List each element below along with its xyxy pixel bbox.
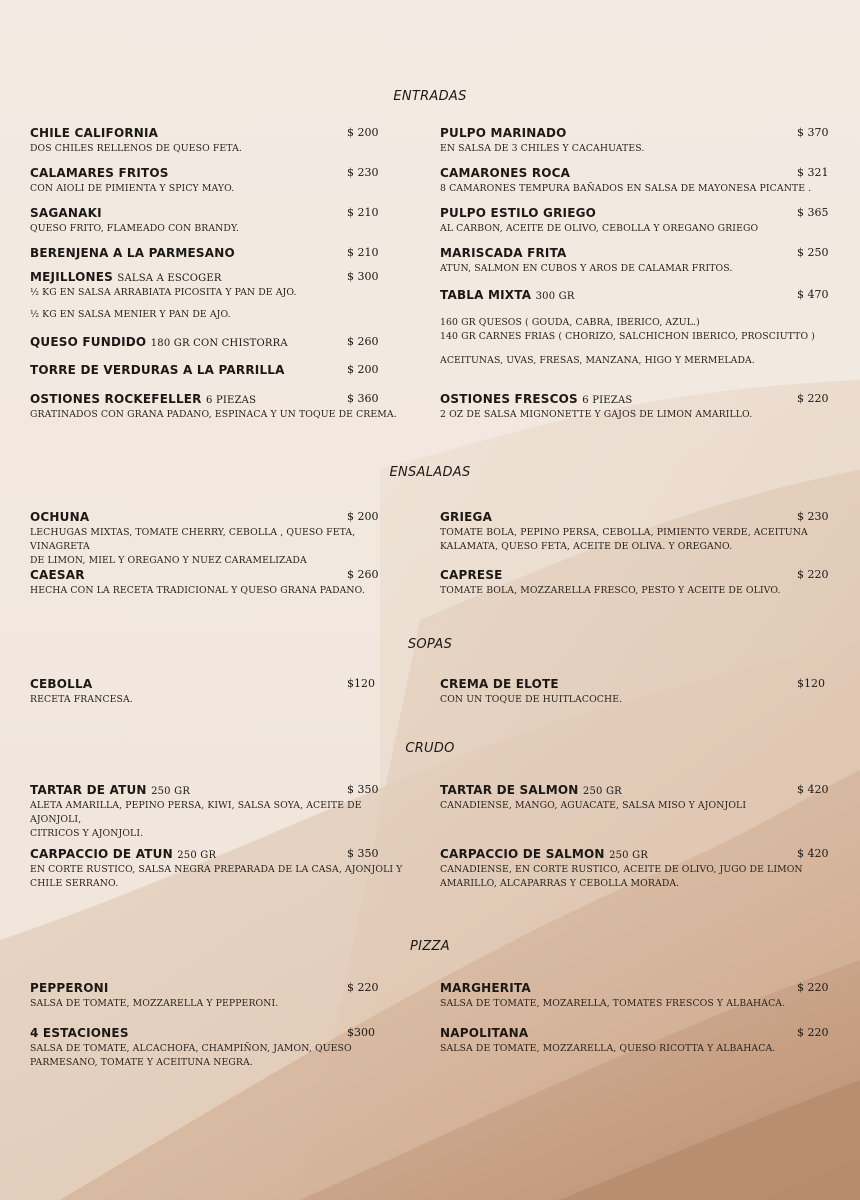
item-subtitle: 250 GR xyxy=(151,786,191,797)
item-name: TARTAR DE ATUN 250 GR xyxy=(30,783,191,797)
item-name: PULPO MARINADO xyxy=(440,126,567,140)
section-title-sopas: SOPAS xyxy=(407,637,453,652)
menu-item xyxy=(30,783,405,841)
item-description: ALETA AMARILLA, PEPINO PERSA, KIWI, SALSA SOYA, ACEITE DE AJONJOLI, xyxy=(30,800,362,825)
item-name: TABLA MIXTA 300 GR xyxy=(440,288,575,302)
item-description: GRATINADOS CON GRANA PADANO, ESPINACA Y UN TOQUE DE CREMA. xyxy=(30,409,397,420)
item-name: NAPOLITANA xyxy=(440,1026,529,1040)
item-price: $ 470 xyxy=(797,288,829,301)
item-name: MARGHERITA xyxy=(440,981,531,995)
item-description: AMARILLO, ALCAPARRAS Y CEBOLLA MORADA. xyxy=(440,878,680,889)
item-subtitle: 180 GR CON CHISTORRA xyxy=(150,338,288,349)
item-name: OSTIONES FRESCOS 6 PIEZAS xyxy=(440,392,633,406)
item-subtitle: 6 PIEZAS xyxy=(582,395,633,406)
item-description: CANADIENSE, MANGO, AGUACATE, SALSA MISO Y AJONJOLI xyxy=(440,800,747,811)
item-description: CANADIENSE, EN CORTE RUSTICO, ACEITE DE OLIVO, JUGO DE LIMON xyxy=(440,864,803,875)
menu-item xyxy=(30,270,405,322)
menu-item xyxy=(30,363,405,377)
item-name: CAMARONES ROCA xyxy=(440,166,571,180)
item-price: $ 230 xyxy=(347,166,379,179)
item-description: EN SALSA DE 3 CHILES Y CACAHUATES. xyxy=(440,143,645,154)
item-price: $ 420 xyxy=(797,847,829,860)
item-price: $ 370 xyxy=(797,126,829,139)
item-description: CITRICOS Y AJONJOLI. xyxy=(30,828,144,839)
menu-item xyxy=(440,246,829,276)
item-price: $ 220 xyxy=(797,981,829,994)
item-price: $ 210 xyxy=(347,206,379,219)
section-title-ensaladas: ENSALADAS xyxy=(389,465,471,480)
item-description: DE LIMON, MIEL Y OREGANO Y NUEZ CARAMELIZADA xyxy=(30,555,307,566)
item-description: KALAMATA, QUESO FETA, ACEITE DE OLIVA. Y OREGANO. xyxy=(440,541,733,552)
item-description: 8 CAMARONES TEMPURA BAÑADOS EN SALSA DE MAYONESA PICANTE . xyxy=(440,183,812,194)
item-name: CAPRESE xyxy=(440,568,503,582)
item-name: GRIEGA xyxy=(440,510,493,524)
section-title-crudo: CRUDO xyxy=(405,741,455,756)
item-name: QUESO FUNDIDO 180 GR CON CHISTORRA xyxy=(30,335,288,349)
item-description: SALSA DE TOMATE, MOZZARELLA, QUESO RICOTTA Y ALBAHACA. xyxy=(440,1043,776,1054)
menu-item xyxy=(440,206,829,236)
item-description: AL CARBON, ACEITE DE OLIVO, CEBOLLA Y OREGANO GRIEGO xyxy=(440,223,759,234)
menu-item xyxy=(30,677,405,707)
item-description: ½ KG EN SALSA MENIER Y PAN DE AJO. xyxy=(30,309,231,320)
menu-item xyxy=(440,392,829,422)
item-price: $ 200 xyxy=(347,363,379,376)
item-description: EN CORTE RUSTICO, SALSA NEGRA PREPARADA DE LA CASA, AJONJOLI Y xyxy=(30,864,403,875)
menu-item xyxy=(440,1026,829,1056)
item-description: ½ KG EN SALSA ARRABIATA PICOSITA Y PAN DE AJO. xyxy=(30,287,297,298)
item-price: $ 220 xyxy=(797,568,829,581)
item-description: SALSA DE TOMATE, MOZZARELLA Y PEPPERONI. xyxy=(30,998,279,1009)
item-subtitle: 250 GR xyxy=(177,850,217,861)
item-price: $300 xyxy=(347,1026,375,1039)
item-description: TOMATE BOLA, MOZZARELLA FRESCO, PESTO Y ACEITE DE OLIVO. xyxy=(440,585,781,596)
item-price: $ 250 xyxy=(797,246,829,259)
item-description: 2 OZ DE SALSA MIGNONETTE Y GAJOS DE LIMON AMARILLO. xyxy=(440,409,753,420)
item-name: CHILE CALIFORNIA xyxy=(30,126,159,140)
item-description: CON AIOLI DE PIMIENTA Y SPICY MAYO. xyxy=(30,183,235,194)
menu-item xyxy=(30,246,405,260)
item-name: 4 ESTACIONES xyxy=(30,1026,129,1040)
item-price: $ 210 xyxy=(347,246,379,259)
item-name: TARTAR DE SALMON 250 GR xyxy=(440,783,622,797)
item-description: 140 GR CARNES FRIAS ( CHORIZO, SALCHICHON IBERICO, PROSCIUTTO ) xyxy=(440,331,815,342)
item-subtitle: 6 PIEZAS xyxy=(206,395,257,406)
item-name: MARISCADA FRITA xyxy=(440,246,567,260)
item-name: PULPO ESTILO GRIEGO xyxy=(440,206,597,220)
item-name: CARPACCIO DE ATUN 250 GR xyxy=(30,847,217,861)
menu-item xyxy=(440,288,829,368)
item-name: CAESAR xyxy=(30,568,85,582)
item-price: $120 xyxy=(347,677,375,690)
item-price: $ 220 xyxy=(347,981,379,994)
item-name: PEPPERONI xyxy=(30,981,109,995)
menu-item xyxy=(440,981,829,1011)
menu-item xyxy=(30,1026,405,1070)
item-description: RECETA FRANCESA. xyxy=(30,694,133,705)
item-name: SAGANAKI xyxy=(30,206,102,220)
item-price: $ 350 xyxy=(347,847,379,860)
item-subtitle: 250 GR xyxy=(582,786,622,797)
menu-item xyxy=(30,392,405,422)
item-subtitle: SALSA A ESCOGER xyxy=(117,273,222,284)
section-title-entradas: ENTRADAS xyxy=(393,89,467,104)
item-name: TORRE DE VERDURAS A LA PARRILLA xyxy=(30,363,285,377)
item-description: ACEITUNAS, UVAS, FRESAS, MANZANA, HIGO Y MERMELADA. xyxy=(440,355,755,366)
menu-item xyxy=(30,206,405,236)
item-name: CEBOLLA xyxy=(30,677,93,691)
item-description: PARMESANO, TOMATE Y ACEITUNA NEGRA. xyxy=(30,1057,253,1068)
item-price: $ 260 xyxy=(347,335,379,348)
item-description: DOS CHILES RELLENOS DE QUESO FETA. xyxy=(30,143,242,154)
item-description: LECHUGAS MIXTAS, TOMATE CHERRY, CEBOLLA , QUESO FETA, VINAGRETA xyxy=(30,527,356,552)
item-name: CARPACCIO DE SALMON 250 GR xyxy=(440,847,649,861)
item-description: SALSA DE TOMATE, ALCACHOFA, CHAMPIÑON, JAMON, QUESO xyxy=(30,1043,352,1054)
item-price: $ 230 xyxy=(797,510,829,523)
item-price: $ 220 xyxy=(797,392,829,405)
menu-item xyxy=(440,783,829,813)
item-price: $ 220 xyxy=(797,1026,829,1039)
item-price: $ 420 xyxy=(797,783,829,796)
item-price: $ 260 xyxy=(347,568,379,581)
item-description: QUESO FRITO, FLAMEADO CON BRANDY. xyxy=(30,223,240,234)
item-price: $ 200 xyxy=(347,510,379,523)
item-description: SALSA DE TOMATE, MOZARELLA, TOMATES FRESCOS Y ALBAHACA. xyxy=(440,998,786,1009)
menu-item xyxy=(30,126,405,156)
item-subtitle: 250 GR xyxy=(609,850,649,861)
item-description: HECHA CON LA RECETA TRADICIONAL Y QUESO GRANA PADANO. xyxy=(30,585,365,596)
item-description: CHILE SERRANO. xyxy=(30,878,119,889)
menu-item xyxy=(30,568,405,598)
item-price: $ 360 xyxy=(347,392,379,405)
item-price: $120 xyxy=(797,677,825,690)
menu-item xyxy=(440,677,825,707)
item-description: 160 GR QUESOS ( GOUDA, CABRA, IBERICO, AZUL.) xyxy=(440,317,700,328)
item-name: MEJILLONES SALSA A ESCOGER xyxy=(30,270,222,284)
item-price: $ 300 xyxy=(347,270,379,283)
menu-item xyxy=(440,568,829,598)
item-name: CREMA DE ELOTE xyxy=(440,677,559,691)
section-title-pizza: PIZZA xyxy=(410,939,450,954)
item-description: TOMATE BOLA, PEPINO PERSA, CEBOLLA, PIMIENTO VERDE, ACEITUNA xyxy=(440,527,808,538)
item-description: CON UN TOQUE DE HUITLACOCHE. xyxy=(440,694,623,705)
item-price: $ 321 xyxy=(797,166,829,179)
item-description: ATUN, SALMON EN CUBOS Y AROS DE CALAMAR FRITOS. xyxy=(440,263,733,274)
item-price: $ 365 xyxy=(797,206,829,219)
menu-item xyxy=(30,510,405,568)
item-name: CALAMARES FRITOS xyxy=(30,166,169,180)
item-name: BERENJENA A LA PARMESANO xyxy=(30,246,235,260)
menu-item xyxy=(440,126,829,156)
menu-item xyxy=(440,510,829,554)
menu-item xyxy=(440,166,829,196)
item-subtitle: 300 GR xyxy=(535,291,575,302)
menu-item xyxy=(30,981,405,1011)
item-name: OSTIONES ROCKEFELLER 6 PIEZAS xyxy=(30,392,257,406)
item-price: $ 200 xyxy=(347,126,379,139)
menu-item xyxy=(30,335,405,349)
menu-item xyxy=(30,166,405,196)
item-name: OCHUNA xyxy=(30,510,90,524)
menu-item xyxy=(30,847,405,891)
menu-item xyxy=(440,847,829,891)
item-price: $ 350 xyxy=(347,783,379,796)
